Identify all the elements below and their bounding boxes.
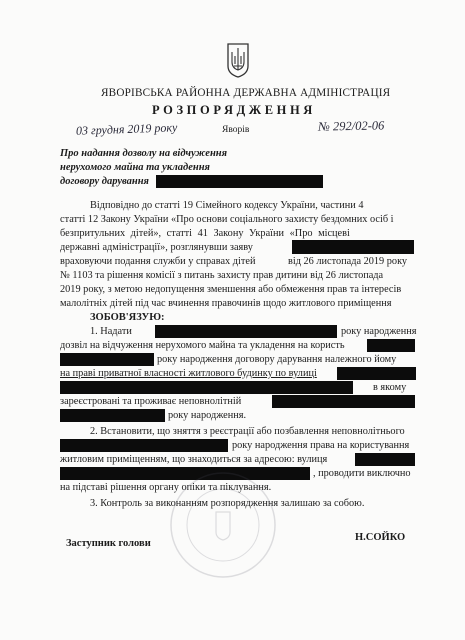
document-date: 03 грудня 2019 року	[75, 120, 178, 138]
item1-text: дозвіл на відчуження нерухомого майна та укладення на користь	[60, 340, 345, 351]
preamble-line: малолітніх дітей під час вчинення правочинів щодо житлового приміщення	[60, 298, 392, 309]
preamble-line: державні адміністрації», розглянувши заяву	[60, 242, 253, 253]
redaction	[156, 175, 323, 188]
redaction	[60, 439, 228, 452]
item1-text: в якому	[373, 382, 407, 393]
preamble-line: статті 12 Закону України «Про основи соціального захисту бездомних осіб і	[60, 214, 394, 225]
item3-text: 3. Контроль за виконанням розпорядження залишаю за собою.	[90, 498, 365, 509]
subject-line-1: Про надання дозволу на відчуження	[60, 148, 228, 159]
redaction	[337, 367, 416, 380]
item2-text: житловим приміщенням, що знаходиться за адресою: вулиця	[60, 454, 328, 465]
preamble-line: враховуючи подання служби у справах дітей	[60, 256, 256, 267]
item1-text: року народження договору дарування належного йому	[157, 354, 397, 365]
document-number: № 292/02-06	[317, 118, 385, 134]
item2-text: року народження права на користування	[232, 440, 410, 451]
item2-text: на підставі рішення органу опіки та піклування.	[60, 482, 272, 493]
preamble-line: від 26 листопада 2019 року	[288, 256, 408, 267]
preamble-line: безпритульних дітей», статті 41 Закону України «Про місцеві	[60, 228, 350, 239]
item2-text: 2. Встановити, що зняття з реєстрації або позбавлення неповнолітнього	[90, 426, 405, 437]
item1-text: на праві приватної власності житлового будинку по вулиці	[60, 368, 317, 379]
signatory-name: Н.СОЙКО	[355, 532, 406, 543]
redaction	[355, 453, 415, 466]
item2-text: , проводити виключно	[313, 468, 411, 479]
redaction	[60, 353, 154, 366]
subject-line-3: договору дарування	[60, 176, 149, 187]
preamble-line: 2019 року, з метою недопущення зменшення або обмеження прав та інтересів	[60, 284, 402, 295]
redaction	[272, 395, 415, 408]
item1-text: 1. Надати	[90, 326, 132, 337]
redaction	[367, 339, 415, 352]
preamble-line: № 1103 та рішення комісії з питань захисту прав дитини від 26 листопада	[60, 270, 384, 281]
redaction	[155, 325, 337, 338]
signatory-position: Заступник голови	[66, 538, 151, 549]
subject-line-2: нерухомого майна та укладення	[60, 162, 210, 173]
item1-text: року народження	[341, 326, 417, 337]
redaction	[60, 409, 165, 422]
document-type: РОЗПОРЯДЖЕННЯ	[152, 103, 316, 117]
coat-of-arms-icon	[226, 42, 250, 78]
stamp-seal-icon	[168, 470, 278, 580]
redaction	[292, 240, 414, 254]
redaction	[60, 381, 353, 394]
item1-text: зареєстровані та проживає неповнолітній	[60, 396, 242, 407]
oblige-heading: ЗОБОВ'ЯЗУЮ:	[90, 312, 165, 323]
organization-title: ЯВОРІВСЬКА РАЙОННА ДЕРЖАВНА АДМІНІСТРАЦІЯ	[101, 87, 391, 99]
item1-text: року народження.	[168, 410, 247, 421]
document-city: Яворів	[222, 125, 250, 135]
preamble-line: Відповідно до статті 19 Сімейного кодексу України, частини 4	[90, 200, 364, 211]
